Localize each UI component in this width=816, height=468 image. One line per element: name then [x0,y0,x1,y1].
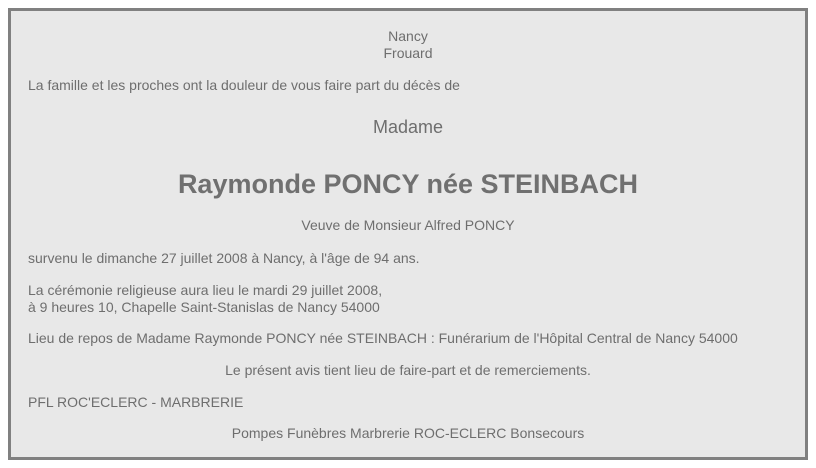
company-name: PFL ROC'ECLERC - MARBRERIE [28,394,244,410]
deceased-name: Raymonde PONCY née STEINBACH [177,169,639,199]
company-full-name: Pompes Funèbres Marbrerie ROC-ECLERC Bonsecours [231,425,585,441]
city-nancy: Nancy [388,28,428,44]
rest-place: Lieu de repos de Madame Raymonde PONCY née STEINBACH : Funérarium de l'Hôpital Central de Nancy 54000 [28,330,738,346]
title-madame: Madame [372,117,444,137]
intro-text: La famille et les proches ont la douleur de vous faire part du décès de [28,77,460,93]
ceremony-line-2: à 9 heures 10, Chapelle Saint-Stanislas de Nancy 54000 [28,299,380,315]
notice-statement: Le présent avis tient lieu de faire-part et de remerciements. [225,362,591,378]
ceremony-line-1: La cérémonie religieuse aura lieu le mardi 29 juillet 2008, [28,282,383,298]
death-info: survenu le dimanche 27 juillet 2008 à Nancy, à l'âge de 94 ans. [28,250,420,266]
city-frouard: Frouard [383,45,433,61]
widow-of-text: Veuve de Monsieur Alfred PONCY [301,217,515,233]
obituary-notice [8,8,808,460]
